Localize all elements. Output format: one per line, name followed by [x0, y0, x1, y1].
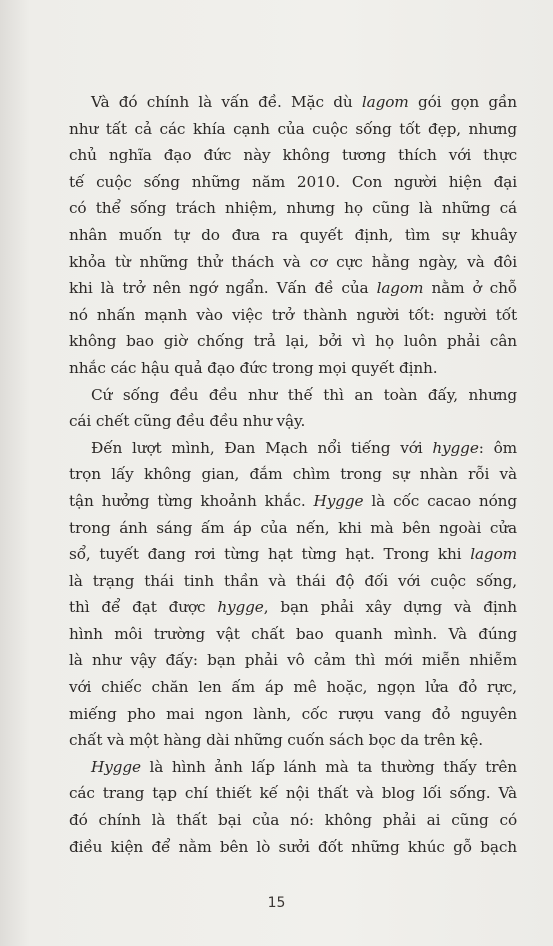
- text-line: chủ nghĩa đạo đức này không tương thích với thực: [69, 146, 517, 165]
- page-number: 15: [267, 895, 286, 911]
- paragraph-1: [47, 89, 517, 382]
- text-line: sổ, tuyết đang rơi từng hạt từng hạt. Trong khi lagom: [69, 545, 517, 564]
- text-line: trọn lấy không gian, đắm chìm trong sự nhàn rỗi và: [69, 465, 517, 484]
- italic-term: lagom: [470, 545, 517, 564]
- text-line: nhắc các hậu quả đạo đức trong mọi quyết định.: [69, 358, 438, 377]
- text-line: nó nhấn mạnh vào việc trở thành người tốt: người tốt: [69, 305, 517, 324]
- text-line: như tất cả các khía cạnh của cuộc sống tốt đẹp, nhưng: [69, 119, 517, 138]
- italic-term: hygge: [432, 438, 479, 457]
- text-line: các trang tạp chí thiết kế nội thất và blog lối sống. Và: [69, 784, 517, 803]
- text-line: đó chính là thất bại của nó: không phải ai cũng có: [69, 811, 517, 830]
- paragraph-3: [47, 435, 517, 754]
- text-line: miếng pho mai ngon lành, cốc rượu vang đỏ nguyên: [69, 704, 517, 723]
- text-line: Và đó chính là vấn đề. Mặc dù lagom gói gọn gần: [91, 93, 517, 111]
- text-line: trong ánh sáng ấm áp của nến, khi mà bên ngoài cửa: [69, 518, 517, 537]
- paragraph-2: [47, 382, 517, 435]
- italic-term: lagom: [361, 93, 409, 111]
- text-line: khỏa từ những thử thách và cơ cực hằng ngày, và đôi: [69, 252, 517, 271]
- text-line: Cứ sống đều đều như thế thì an toàn đấy, nhưng: [91, 385, 517, 404]
- text-line: không bao giờ chống trả lại, bởi vì họ luôn phải cân: [69, 332, 517, 351]
- text-line: có thể sống trách nhiệm, nhưng họ cũng là những cá: [69, 199, 517, 218]
- text-line: là trạng thái tinh thần và thái độ đối với cuộc sống,: [69, 571, 517, 590]
- paragraph-4: [47, 754, 517, 860]
- italic-term: hygge: [217, 598, 264, 617]
- italic-term: lagom: [376, 279, 424, 298]
- text-line: tận hưởng từng khoảnh khắc. Hygge là cốc cacao nóng: [69, 491, 517, 510]
- text-line: với chiếc chăn len ấm áp mê hoặc, ngọn lửa đỏ rực,: [69, 678, 517, 697]
- text-line: Hygge là hình ảnh lấp lánh mà ta thường thấy trên: [91, 757, 517, 776]
- text-line: khi là trở nên ngớ ngẩn. Vấn đề của lagom nằm ở chỗ: [69, 279, 517, 298]
- text-line: nhân muốn tự do đưa ra quyết định, tìm sự khuây: [69, 225, 517, 244]
- text-line: điều kiện để nằm bên lò sưởi đốt những khúc gỗ bạch: [69, 837, 517, 856]
- text-line: tế cuộc sống những năm 2010. Con người hiện đại: [69, 172, 517, 191]
- text-line: thì để đạt được hygge, bạn phải xây dựng và định: [69, 598, 518, 617]
- text-line: Đến lượt mình, Đan Mạch nổi tiếng với hygge: ôm: [91, 438, 517, 457]
- italic-term: Hygge: [313, 491, 364, 510]
- text-line: là như vậy đấy: bạn phải vô cảm thì mới miễn nhiễm: [69, 651, 517, 670]
- body-text: [47, 89, 517, 860]
- italic-term: Hygge: [91, 757, 141, 776]
- text-line: hình môi trường vật chất bao quanh mình. Và đúng: [69, 624, 517, 643]
- text-line: cái chết cũng đều đều như vậy.: [69, 412, 306, 431]
- text-line: chất và một hàng dài những cuốn sách bọc da trên kệ.: [69, 731, 483, 750]
